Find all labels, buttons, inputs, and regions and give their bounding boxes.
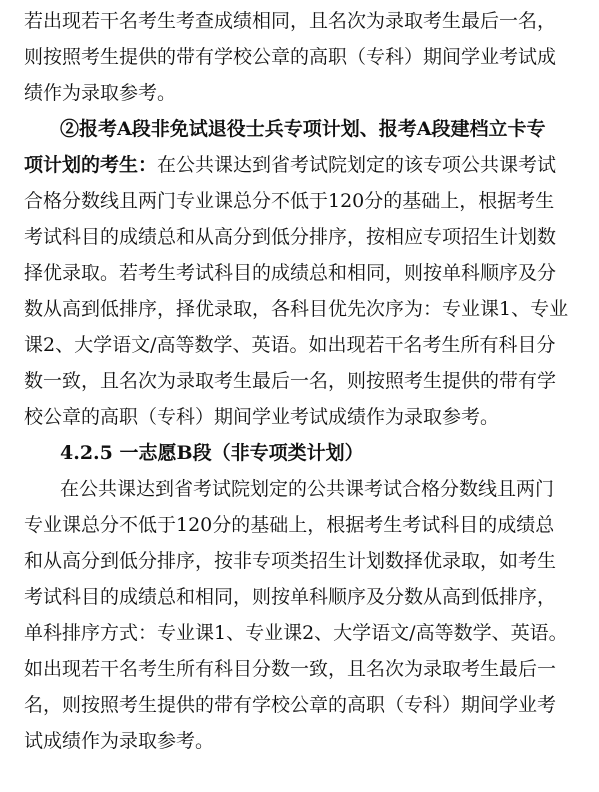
paragraph-3-line-1: 在公共课达到省考试院划定的公共课考试合格分数线且两门 bbox=[60, 478, 555, 500]
paragraph-3-line-7: 名，则按照考生提供的带有学校公章的高职（专科）期间学业考 bbox=[24, 694, 557, 716]
paragraph-2-line-2 bbox=[24, 147, 577, 183]
paragraph-2-line-9: 校公章的高职（专科）期间学业考试成绩作为录取参考。 bbox=[24, 406, 500, 428]
paragraph-2-line-5: 择优录取。若考生考试科目的成绩总和相同，则按单科顺序及分 bbox=[24, 262, 557, 284]
paragraph-3-line-8: 试成绩作为录取参考。 bbox=[24, 730, 215, 752]
paragraph-1-line-1: 若出现若干名考生考查成绩相同，且名次为录取考生最后一名， bbox=[24, 10, 557, 32]
paragraph-2-bold-line-1: ②报考A段非免试退役士兵专项计划、报考A段建档立卡专 bbox=[60, 118, 546, 140]
paragraph-2-line-6: 数从高到低排序，择优录取，各科目优先次序为：专业课1、专业 bbox=[24, 298, 569, 320]
paragraph-2-bold-lead: 项计划的考生： bbox=[24, 154, 158, 176]
paragraph-1-line-2: 则按照考生提供的带有学校公章的高职（专科）期间学业考试成 bbox=[24, 46, 557, 68]
paragraph-2-line-7: 课2、大学语文/高等数学、英语。如出现若干名考生所有科目分 bbox=[24, 334, 556, 356]
section-heading: 4.2.5 一志愿B段（非专项类计划） bbox=[60, 442, 364, 464]
paragraph-2-line-2-rest: 在公共课达到省考试院划定的该专项公共课考试 bbox=[157, 154, 557, 176]
paragraph-1-line-3: 绩作为录取参考。 bbox=[24, 82, 177, 104]
paragraph-3-line-5: 单科排序方式：专业课1、专业课2、大学语文/高等数学、英语。 bbox=[24, 622, 568, 644]
paragraph-2-line-4: 考试科目的成绩总和从高分到低分排序，按相应专项招生计划数 bbox=[24, 226, 557, 248]
paragraph-3-line-2: 专业课总分不低于120分的基础上，根据考生考试科目的成绩总 bbox=[24, 514, 555, 536]
paragraph-2-line-3: 合格分数线且两门专业课总分不低于120分的基础上，根据考生 bbox=[24, 190, 555, 212]
paragraph-3-line-4: 考试科目的成绩总和相同，则按单科顺序及分数从高到低排序， bbox=[24, 586, 557, 608]
paragraph-3-line-6: 如出现若干名考生所有科目分数一致，且名次为录取考生最后一 bbox=[24, 658, 557, 680]
paragraph-2-line-8: 数一致，且名次为录取考生最后一名，则按照考生提供的带有学 bbox=[24, 370, 557, 392]
paragraph-3-line-3: 和从高分到低分排序，按非专项类招生计划数择优录取，如考生 bbox=[24, 550, 557, 572]
